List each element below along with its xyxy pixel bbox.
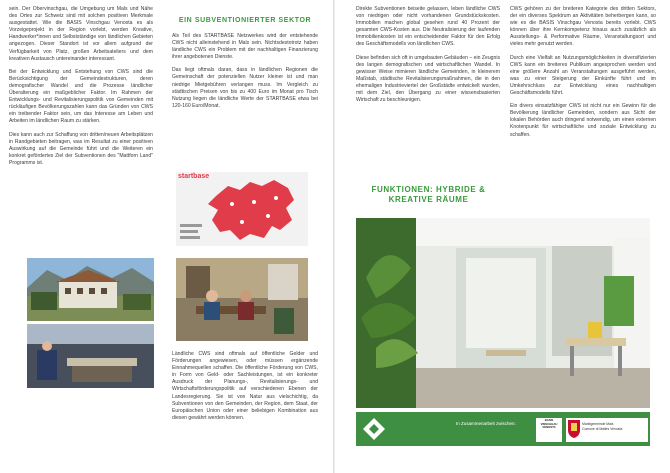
- right-page: [335, 0, 670, 473]
- paragraph: CWS gehören zu der breiteren Kategorie des dritten Sektors, der ein diverses Spektrum an Aktivitäten beherbergen kann, so wie es die BASIS Vinschgau Venosta bereits vorlebt. CWS können über ihre Kernkompetenz hinaus auch zusätzlich als Ausstellungs- & Performative Räume, Veranstaltungsort und vieles mehr genutzt werden.: [510, 6, 656, 48]
- left-col-2: [172, 16, 318, 116]
- right-col-2: [510, 6, 656, 145]
- basis-logo-text: BASIS VINSCHGAU VENOSTA: [540, 418, 558, 430]
- paragraph: Dies kann auch zur Schaffung von dritten/neuen Arbeitsplätzen in Randgebieten beitragen, was im Resultat zu einer positiven Auswirkung auf die Gemeinde führt und die Weiteren ein konkret gefördertes Ziel der Subventionen des "Mattforn Land" Programms ist.: [9, 131, 153, 166]
- basis-logo: [536, 418, 562, 442]
- paragraph: sein. Der Obervinschgau, die Umgebung um Mals und Nähe des Ortes zur Schweiz sind mit solchen positiven Merkmale ausgestattet. Wie die BASIS Vinschgau Venosta es als Vorzeigeprojekt in der Region vorlebt, werden Kreative, Handwerker*innen und Selbstständige von ländlichen Gebieten angezogen. Dieser Standort ist vor allem aufgrund der Verfügbarkeit von Platz, großen Arbeitsateliers und dem kreativen Austausch untereinander interessant.: [9, 6, 153, 62]
- paragraph: Ein divers einsatzfähiger CWS ist nicht nur ein Gewinn für die Bevölkerung ländlicher Gemeinden, sondern aus Sicht der lokalen Behörden auch dringend notwendig, um einen externen Knotenpunkt für wirtschaftliche und soziale Entwicklung zu schaffen.: [510, 103, 656, 138]
- startbase-map: [176, 172, 308, 246]
- village-photo: [27, 258, 154, 321]
- paragraph: Das liegt oftmals daran, dass in ländlichen Regionen die Gemeinschaft der potenziellen Nutzer kleiner ist und man niedrige Mietgebühren verlangen muss. Im Vergleich zu städtischen Preisen von bis zu 400 Euro im Monat pro Tisch Nutzung liegen die ländliche Werte der STARTBASE etwa bei 120-160 Euro/Monat.: [172, 67, 318, 109]
- interior-photo: [356, 218, 650, 408]
- workshop-photo: [27, 324, 154, 388]
- paragraph: Diese befinden sich oft in umgebauten Gebäuden – ein Zeugnis des langen demografischen und wirtschaftlichen Wandel. In gewisser Weise mimieren ländliche Gemeinden, in kleinerem Maßstab, städtische Revitalisierungsmaßnahmen, die in den ehemaligen Industrieviertel der Großstädte entwickelt wurden, mit dem Ziel, den Übergang zu einer wissensbasierten Wirtschaft zu beschleunigen.: [356, 54, 500, 104]
- paragraph: Ländliche CWS sind oftmals auf öffentliche Gelder und Förderungen angewiesen, oder müssen ergänzende Einnahmequellen schaffen. Die öffentliche Förderung von CWS, in Form von Geld- oder Sachleistungen, ist ein konkreter Ausdruck der Planungs-, Revitalisierungs- und Wirtschaftsförderungspolitik auf verschiedenen Ebenen der Landesregierung. Sie ist von Natur aus vielschichtig, da Subventionen von den Gemeinden, der Region, dem Staat, der Europäischen Union oder einer beliebigen Kombination aus diesen gewährt werden können.: [172, 351, 318, 421]
- paragraph: Als Teil des STARTBASE Netzwerkes wird der entstehende CWS nicht alleinstehend in Mals sein. Nichtsdestotrotz haben ländliche CWS ein Problem mit der nachhaltigen Finanzierung ihrer angebotenen Dienste.: [172, 33, 318, 61]
- footer-bar: [356, 412, 650, 446]
- right-col-1: [356, 6, 500, 110]
- section-heading: EIN SUBVENTIONIERTER SEKTOR: [178, 17, 312, 24]
- paragraph: Bei der Entwicklung und Entstehung von CWS sind die Berücksichtigung der Gemeindestrukturen, deren demografischer Wandel und die Prozesse ländlicher Überalterung ein maßgeblicher Faktor. Im Rahmen der Entwicklungs- und Revitalisierungspolitik von Gemeinden mit rückläufigen Bevölkerungszahlen kann das Gründen von CWS ein treibender Faktor sein, um das Interesse am Leben und Arbeiten im ländlichen Raum zu stärken.: [9, 68, 153, 125]
- mals-logo: [566, 418, 648, 442]
- functions-heading: FUNKTIONEN: HYBRIDE & KREATIVE RÄUME: [371, 185, 486, 204]
- mals-logo-line2: Comune di Malles Venosta: [582, 426, 623, 431]
- functions-heading-wrap: [356, 185, 501, 213]
- cooperation-label: In Zusammenarbeit zwischen:: [456, 421, 516, 426]
- mals-logo-text: [582, 422, 622, 431]
- meeting-photo: [176, 258, 308, 341]
- paragraph: Direkte Subventionen beiseite gelassen, leben ländliche CWS von niedrigen oder nicht vorhandenen Grundstückskosten. Immobilien machen global gesehen rund 40 Prozent der gesamten CWS-Kosten aus. Die Neutralisierung der laufenden Immobilienkosten ist ein entscheidender Faktor für den Erfolg des Geschäftsmodells von ländlichen CWS.: [356, 6, 500, 48]
- left-col-1: [9, 6, 153, 173]
- basis-mark-icon: [362, 417, 386, 441]
- coat-of-arms-icon: [568, 420, 580, 438]
- paragraph: Durch eine Vielfalt an Nutzungsmöglichkeiten in diversifizierten CWS kann ein breiteres Publikum angesprochen werden und eine größere Anzahl an Veranstaltungen ausgeführt werden, was zu einer Steigerung der Einkünfte führt und im Umkehrschluss zur Entwicklung eines nachhaltigen Geschäftsmodells führt.: [510, 54, 656, 97]
- startbase-logo: startbase: [178, 173, 210, 180]
- mals-logo-line1: Marktgemeinde Mals: [582, 422, 614, 426]
- left-col-2-bottom: [172, 351, 318, 428]
